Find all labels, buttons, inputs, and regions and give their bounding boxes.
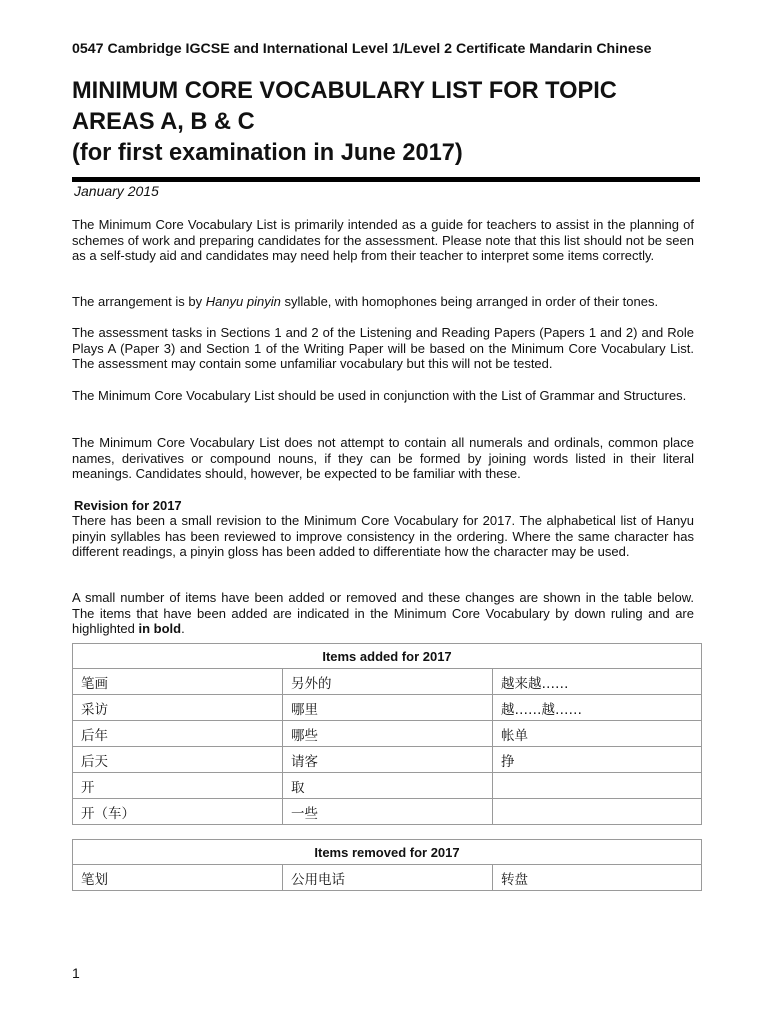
title-line-3: (for first examination in June 2017) (72, 140, 463, 166)
document-title (72, 76, 702, 169)
arrangement-paragraph: The arrangement is by Hanyu pinyin syllable, with homophones being arranged in order of their tones. (72, 294, 659, 309)
vocab-cell: 笔划 (73, 865, 283, 891)
vocab-cell: 转盘 (493, 865, 702, 891)
vocab-cell: 哪里 (283, 695, 493, 721)
vocab-cell: 采访 (73, 695, 283, 721)
title-line-2: AREAS A, B & C (72, 109, 255, 135)
vocab-cell: 帐单 (493, 721, 702, 747)
table-row (73, 695, 702, 721)
vocab-cell: 越来越…… (493, 669, 702, 695)
vocab-cell: 笔画 (73, 669, 283, 695)
table-row (73, 669, 702, 695)
vocab-cell: 挣 (493, 747, 702, 773)
scope-paragraph: The Minimum Core Vocabulary List does not attempt to contain all numerals and ordinals, common place names, derivatives or compound nouns, if they can be formed by joining words listed in their literal meanings. Candidates should, however, be expected to be familiar with these. (72, 435, 694, 482)
document-date: January 2015 (74, 183, 159, 199)
pinyin-term: Hanyu pinyin (205, 294, 281, 309)
table-row (73, 773, 702, 799)
vocab-cell: 取 (283, 773, 493, 799)
course-header: 0547 Cambridge IGCSE and International Level 1/Level 2 Certificate Mandarin Chinese (72, 41, 652, 57)
items-added-heading: Items added for 2017 (73, 644, 702, 669)
vocab-cell: 开 (73, 773, 283, 799)
vocab-cell (493, 799, 702, 825)
table-row (73, 721, 702, 747)
items-removed-heading: Items removed for 2017 (73, 840, 702, 865)
table-row (73, 799, 702, 825)
changes-paragraph: A small number of items have been added or removed and these changes are shown in the table below. The items that have been added are indicated in the Minimum Core Vocabulary by down ruling and are highlighted in bold. (72, 590, 694, 637)
vocab-cell: 越……越…… (493, 695, 702, 721)
intro-paragraph: The Minimum Core Vocabulary List is primarily intended as a guide for teachers to assist in the planning of schemes of work and preparing candidates for the assessment. Please note that this list should not be seen as a self-study aid and candidates may need help from their teacher to interpret some items correctly. (72, 217, 694, 264)
vocab-cell: 哪些 (283, 721, 493, 747)
vocab-cell (493, 773, 702, 799)
vocab-cell: 请客 (283, 747, 493, 773)
vocab-cell: 开（车） (73, 799, 283, 825)
page-number: 1 (72, 965, 80, 981)
vocab-cell: 后天 (73, 747, 283, 773)
title-line-1: MINIMUM CORE VOCABULARY LIST FOR TOPIC (72, 78, 617, 104)
grammar-paragraph: The Minimum Core Vocabulary List should be used in conjunction with the List of Grammar and Structures. (72, 388, 687, 403)
items-added-table (72, 643, 702, 825)
vocab-cell: 公用电话 (283, 865, 493, 891)
vocab-cell: 后年 (73, 721, 283, 747)
items-removed-table (72, 839, 702, 891)
vocab-cell: 一些 (283, 799, 493, 825)
table-row (73, 747, 702, 773)
assessment-paragraph: The assessment tasks in Sections 1 and 2 of the Listening and Reading Papers (Papers 1 and 2) and Role Plays A (Paper 3) and Section 1 of the Writing Paper will be based on the Minimum Core Vocabulary List. The assessment may contain some unfamiliar vocabulary but this will not be tested. (72, 325, 694, 372)
revision-paragraph: There has been a small revision to the Minimum Core Vocabulary for 2017. The alphabetical list of Hanyu pinyin syllables has been reviewed to improve consistency in the ordering. Where the same character has different readings, a pinyin gloss has been added to differentiate how the character may be used. (72, 513, 694, 560)
table-row (73, 865, 702, 891)
revision-heading: Revision for 2017 (74, 498, 182, 513)
bold-phrase: in bold (138, 621, 182, 637)
title-divider (72, 177, 700, 182)
vocab-cell: 另外的 (283, 669, 493, 695)
